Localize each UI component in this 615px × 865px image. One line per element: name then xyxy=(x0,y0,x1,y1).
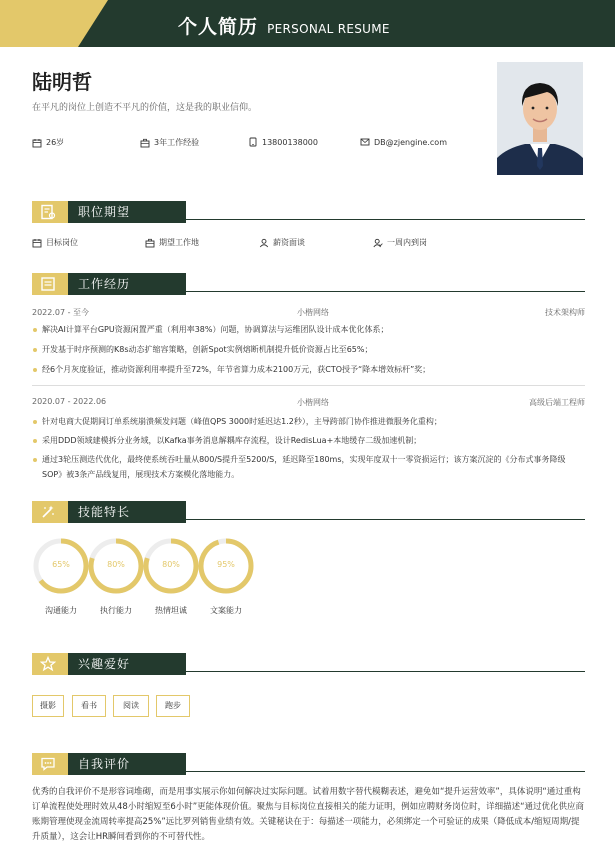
calendar-icon xyxy=(32,238,42,248)
briefcase-icon xyxy=(140,138,150,148)
salary-label: 薪资面谈 xyxy=(273,238,305,247)
skill-percent: 95% xyxy=(217,560,235,569)
email-item xyxy=(360,137,447,147)
hobby-tag: 跑步 xyxy=(156,695,190,717)
skill-name: 热情坦诚 xyxy=(155,606,187,615)
salary-expectation xyxy=(259,237,305,248)
folder-icon xyxy=(40,276,56,292)
section-title: 自我评价 xyxy=(68,753,186,775)
section-hobbies xyxy=(32,653,585,675)
section-title: 兴趣爱好 xyxy=(68,653,186,675)
target-location xyxy=(145,237,199,248)
section-title: 工作经历 xyxy=(68,273,186,295)
header-banner xyxy=(0,0,615,47)
hobby-tag: 阅读 xyxy=(113,695,149,717)
target-location-label: 期望工作地 xyxy=(159,238,199,247)
work-entry-header xyxy=(32,307,585,319)
document-icon xyxy=(40,204,56,220)
skill-item xyxy=(87,537,145,615)
section-self-evaluation xyxy=(32,753,585,775)
skill-name: 文案能力 xyxy=(210,606,242,615)
title-en: PERSONAL RESUME xyxy=(267,22,390,36)
skill-name: 沟通能力 xyxy=(45,606,77,615)
section-skills xyxy=(32,501,585,523)
entry-divider xyxy=(32,385,585,386)
email-value[interactable]: DB@zjengine.com xyxy=(374,137,447,147)
phone-icon xyxy=(248,137,258,147)
work-bullet: 采用DDD领域建模拆分业务域，以Kafka事务消息解耦库存流程，设计RedisLua+本地缓存二级加速机制； xyxy=(32,433,585,448)
section-title: 技能特长 xyxy=(68,501,186,523)
availability xyxy=(373,237,427,248)
profile-photo xyxy=(497,62,583,175)
skill-percent: 65% xyxy=(52,560,70,569)
contact-info xyxy=(32,137,492,151)
age-item xyxy=(32,137,64,148)
target-position xyxy=(32,237,78,248)
user-icon xyxy=(259,238,269,248)
work-bullet: 开发基于时序预测的K8s动态扩缩容策略，创新Spot实例熔断机制提升低价资源占比至65%； xyxy=(32,342,585,357)
phone-value[interactable]: 13800138000 xyxy=(262,137,318,147)
work-bullet: 通过3轮压测迭代优化，最终使系统吞吐量从800/S提升至5200/S，延迟降至180ms，实现年度双十一零资损运行；该方案沉淀的《分布式事务降级SOP》被3条产品线复用，展现技术方案模化落地能力。 xyxy=(32,452,585,482)
work-bullet: 解决AI计算平台GPU资源闲置严重（利用率38%）问题，协调算法与运维团队设计成本优化体系； xyxy=(32,322,585,337)
work-company: 小楷网络 xyxy=(297,398,329,407)
skill-percent: 80% xyxy=(162,560,180,569)
mail-icon xyxy=(360,137,370,147)
work-bullet: 针对电商大促期间订单系统崩溃频发问题（峰值QPS 3000时延迟达1.2秒），主导跨部门协作推进微服务化重构； xyxy=(32,414,585,429)
candidate-name: 陆明哲 xyxy=(32,70,92,94)
section-work-experience xyxy=(32,273,585,295)
experience-value: 3年工作经验 xyxy=(154,138,200,147)
banner-accent xyxy=(0,0,78,47)
skill-item xyxy=(32,537,90,615)
candidate-motto: 在平凡的岗位上创造不平凡的价值，这是我的职业信仰。 xyxy=(32,103,258,113)
star-icon xyxy=(40,656,56,672)
page-title xyxy=(178,12,390,39)
self-evaluation-text: 优秀的自我评价不是形容词堆砌，而是用事实展示你如何解决过实际问题。试着用数字替代模糊表述，避免如“提升运营效率”，具体说明“通过重构订单流程使处理时效从48小时缩短至6小时”更能体现价值。聚焦与目标岗位直接相关的能力证明，例如应聘财务岗位时，详细描述“通过优化供应商账期管理使现金流周转率提高25%”远比罗列销售业绩有效。关键秘诀在于：每描述一项能力，必须绑定一个可验证的成果（降低成本/缩短周期/提升质量），这会让HR瞬间看到你的不可替代性。 xyxy=(32,787,585,842)
work-title: 高级后端工程师 xyxy=(529,398,585,407)
magic-wand-icon xyxy=(40,504,56,520)
work-bullet: 经6个月灰度验证，推动资源利用率提升至72%，年节省算力成本2100万元，获CTO授予“降本增效标杆”奖； xyxy=(32,362,585,377)
age-value: 26岁 xyxy=(46,138,65,147)
user-check-icon xyxy=(373,238,383,248)
skill-item xyxy=(197,537,255,615)
chat-bubble-icon xyxy=(40,756,56,772)
work-entry-header xyxy=(32,397,585,409)
title-cn: 个人简历 xyxy=(178,16,259,38)
calendar-icon xyxy=(32,138,42,148)
work-period: 2020.07 - 2022.06 xyxy=(32,397,107,406)
hobby-tag: 摄影 xyxy=(32,695,64,717)
skill-item xyxy=(142,537,200,615)
section-job-expectation xyxy=(32,201,585,223)
section-title: 职位期望 xyxy=(68,201,186,223)
briefcase-icon xyxy=(145,238,155,248)
hobby-tag: 看书 xyxy=(72,695,106,717)
experience-item xyxy=(140,137,199,148)
work-period: 2022.07 - 至今 xyxy=(32,308,90,317)
skill-name: 执行能力 xyxy=(100,606,132,615)
job-expectation-row xyxy=(32,237,585,249)
target-position-label: 目标岗位 xyxy=(46,238,78,247)
skill-percent: 80% xyxy=(107,560,125,569)
work-title: 技术架构师 xyxy=(545,308,585,317)
work-company: 小楷网络 xyxy=(297,308,329,317)
availability-label: 一周内到岗 xyxy=(387,238,427,247)
phone-item xyxy=(248,137,318,147)
